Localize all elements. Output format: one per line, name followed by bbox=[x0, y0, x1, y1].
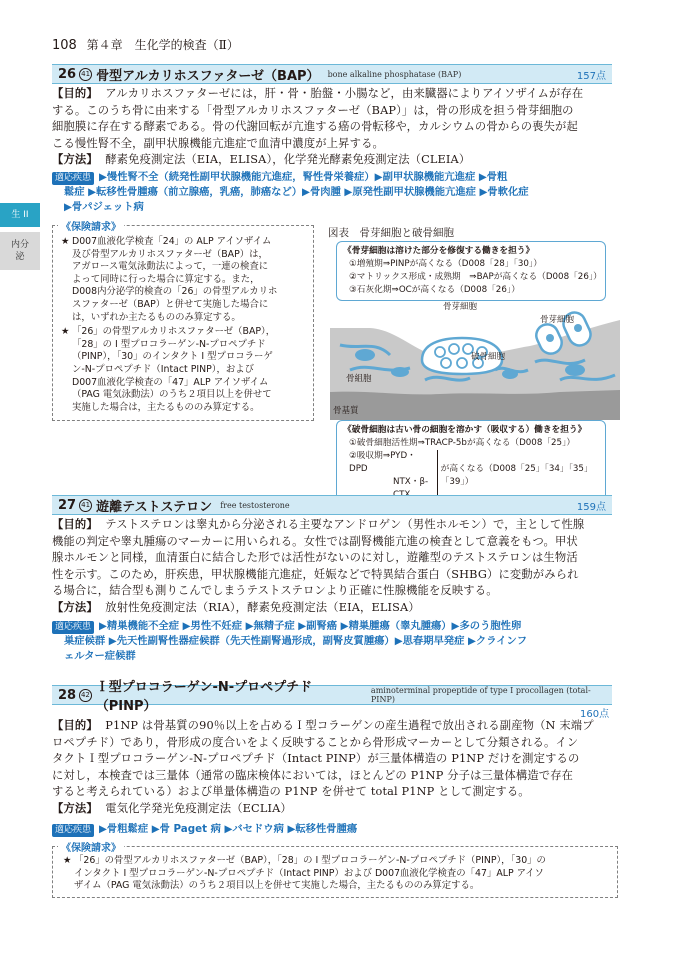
label-osteoclast: 破骨細胞 bbox=[471, 352, 506, 362]
disease-line: 巣症候群 ▶先天性副腎性器症候群（先天性副腎過形成，副腎皮質腫瘍）▶思春期早発症 ▶クラインフ bbox=[64, 635, 528, 647]
chapter-title: 第４章 生化学的検査（Ⅱ） bbox=[86, 38, 239, 52]
disease-badge: 適応疾患 bbox=[52, 172, 94, 185]
purpose-line: ロペプチド）であり，骨形成の度合いをよく反映することから骨形成マーカーとして分類される。イン bbox=[52, 735, 579, 749]
method-text: 電気化学発光免疫測定法（ECLIA） bbox=[105, 801, 292, 815]
section-27-title-bar bbox=[52, 495, 612, 515]
side-tab-line1: 内分 bbox=[10, 240, 29, 250]
osteoclast-bubble bbox=[336, 420, 606, 506]
section-number: 26 bbox=[58, 66, 77, 82]
insurance-item-2 bbox=[61, 326, 307, 414]
disease-badge: 適応疾患 bbox=[52, 621, 94, 634]
section-26-title-bar bbox=[52, 64, 612, 84]
section-english-title: aminoterminal propeptide of type I procollagen (total-PINP) bbox=[370, 686, 591, 704]
purpose-label: 【目的】 bbox=[52, 719, 98, 732]
insurance-item bbox=[63, 855, 611, 893]
bubble-line: ②吸収期⇒PYD・DPD bbox=[349, 451, 416, 474]
section-27-diseases bbox=[52, 619, 622, 664]
insurance-label: 《保険請求》 bbox=[58, 218, 124, 233]
bubble-line: NTX・β- bbox=[393, 477, 429, 487]
side-tab-line2: 泌 bbox=[15, 252, 25, 262]
label-osteoblast-text: 骨芽細胞 bbox=[443, 302, 478, 312]
section-28-title-bar bbox=[52, 680, 612, 714]
sub-number-badge: 41 bbox=[79, 68, 92, 81]
insurance-line: は，いずれか主たるもののみ算定する。 bbox=[72, 311, 241, 323]
purpose-line: する。このうち骨に由来する「骨型アルカリホスファターゼ（BAP）」は，骨の形成を担う骨芽細胞の bbox=[52, 103, 574, 117]
insurance-line: D008内分泌学的検査の「26」の骨型アルカリホ bbox=[72, 286, 278, 298]
insurance-line: よって同時に行った場合に算定する。また， bbox=[72, 273, 260, 285]
bubble-line: ①増殖期⇒PINPが高くなる（D008「28」「30」） bbox=[349, 259, 542, 269]
page-number: 108 bbox=[52, 38, 77, 53]
insurance-line: 及び骨型アルカリホスファターゼ（BAP）は， bbox=[72, 248, 268, 260]
section-title: 骨型アルカリホスファターゼ（BAP） bbox=[96, 68, 320, 84]
insurance-line: 「26」の骨型アルカリホスファターゼ（BAP）， bbox=[72, 326, 276, 338]
section-points: 157点 bbox=[576, 70, 606, 82]
section-27-purpose bbox=[52, 517, 618, 617]
purpose-line: 細胞膜に存在する酵素である。骨の代謝回転が亢進する癌の骨転移や，カルシウムの骨からの喪失が起 bbox=[52, 120, 578, 134]
bubble-heading: 《骨芽細胞は溶けた部分を修復する働きを担う》 bbox=[343, 246, 535, 256]
section-title: Ｉ型プロコラーゲン-N-プロペプチド（PINP） bbox=[95, 680, 313, 714]
star-icon: ★ bbox=[61, 236, 70, 247]
insurance-line: D007血液化学検査の「47」ALP アイソザイム bbox=[72, 376, 269, 388]
side-tab-active[interactable]: 生 II bbox=[0, 203, 40, 227]
disease-line: ▶骨粗鬆症 ▶骨 Paget 病 ▶バセドウ病 ▶転移性骨腫瘍 bbox=[99, 823, 358, 835]
disease-line: ▶骨パジェット病 bbox=[64, 201, 144, 213]
method-label: 【方法】 bbox=[52, 801, 98, 815]
section-26-purpose bbox=[52, 86, 618, 169]
bubble-line: ①破骨細胞活性期⇒TRACP-5bが高くなる（D008「25」） bbox=[349, 438, 576, 448]
purpose-label: 【目的】 bbox=[52, 87, 98, 100]
purpose-line: に対し，本検査では三量体（通常の臨床検体においては，ほとんどの P1NP 分子は三量体構造で存在 bbox=[52, 768, 574, 782]
bubble-line: ②マトリックス形成・成熟期 ⇒BAPが高くなる（D008「26」） bbox=[349, 272, 602, 282]
disease-line: ▶精巣機能不全症 ▶男性不妊症 ▶無精子症 ▶副腎癌 ▶精巣腫瘍（睾丸腫瘍）▶多のう胞性卵 bbox=[99, 620, 522, 632]
label-matrix: 骨基質 bbox=[333, 406, 359, 416]
sub-number-badge: 41 bbox=[79, 499, 92, 512]
section-number: 27 bbox=[58, 497, 77, 513]
section-title: 遊離テストステロン bbox=[96, 499, 213, 515]
insurance-line: アガロース電気泳動法によって，一連の検査に bbox=[72, 261, 269, 273]
page-header bbox=[52, 36, 239, 53]
section-english-title: free testosterone bbox=[220, 500, 290, 510]
bubble-line: が高くなる（D008「25」「34」「35」「39」） bbox=[440, 464, 593, 487]
insurance-line: D007血液化学検査「24」の ALP アイソザイム bbox=[72, 236, 272, 247]
disease-badge: 適応疾患 bbox=[52, 824, 94, 837]
disease-line: 鬆症 ▶転移性骨腫瘍（前立腺癌，乳癌，肺癌など）▶骨肉腫 ▶原発性副甲状腺機能亢進症 ▶骨軟化症 bbox=[64, 186, 529, 198]
insurance-line: インタクト I 型プロコラーゲン-N-プロペプチド（Intact PINP）および D007血液化学検査の「47」ALP アイソ bbox=[74, 867, 544, 879]
insurance-label: 《保険請求》 bbox=[58, 839, 124, 854]
section-28-diseases bbox=[52, 822, 622, 837]
section-points: 160点 bbox=[580, 709, 610, 720]
insurance-line: （PINP），「30」のインタクト I 型プロコラーゲ bbox=[72, 351, 273, 363]
purpose-line: すると考えられている）および単量体構造の P1NP を併せて total P1NP として測定する。 bbox=[52, 785, 530, 799]
disease-line: ェルター症候群 bbox=[64, 650, 136, 662]
purpose-line: タクトＩ型プロコラーゲン-N-プロペプチド（Intact PINP）が三量体構造の P1NP だけを測定するの bbox=[52, 752, 580, 766]
insurance-line: ン-N-プロペプチド（Intact PINP），および bbox=[72, 363, 254, 375]
insurance-line: 実施した場合は，主たるもののみ算定する。 bbox=[72, 401, 260, 413]
label-bone: 骨組胞 bbox=[346, 374, 372, 384]
section-26-diseases bbox=[52, 170, 622, 215]
section-english-title: bone alkaline phosphatase (BAP) bbox=[327, 69, 462, 79]
purpose-line: 性を示す。このため，肝疾患，甲状腺機能亢進症，妊娠などで特異結合蛋白（SHBG）に変動がみられ bbox=[52, 567, 579, 581]
bubble-heading: 《破骨細胞は古い骨の細胞を溶かす（吸収する）働きを担う》 bbox=[343, 425, 587, 435]
side-tab-endocrine[interactable] bbox=[0, 232, 40, 270]
insurance-line: （PAG 電気泳動法）のうち２項目以上を併せて bbox=[72, 389, 272, 401]
section-number: 28 bbox=[58, 687, 77, 703]
figure-title: 図表 骨芽細胞と破骨細胞 bbox=[328, 227, 454, 239]
method-text: 酵素免疫測定法（EIA，ELISA），化学発光酵素免疫測定法（CLEIA） bbox=[105, 153, 471, 167]
insurance-line: ザイム（PAG 電気泳動法）のうち２項目以上を併せて実施した場合，主たるもののみ算定する。 bbox=[74, 880, 480, 892]
insurance-line: 「26」の骨型アルカリホスファターゼ（BAP），「28」の I 型プロコラーゲン-N-プロペプチド（PINP），「30」の bbox=[74, 855, 546, 866]
purpose-label: 【目的】 bbox=[52, 518, 98, 531]
purpose-line: 腺ホルモンと同様，血清蛋白に結合した形では活性がないのに対し，遊離型のテストステロンは生物活 bbox=[52, 551, 578, 565]
method-label: 【方法】 bbox=[52, 153, 98, 167]
section-26-insurance-box bbox=[52, 225, 314, 421]
insurance-line: スファターゼ（BAP）と併せて実施した場合に bbox=[72, 298, 269, 310]
purpose-line: アルカリホスファターゼには，肝・骨・胎盤・小腸など，由来臓器によりアイソザイムが存在 bbox=[105, 87, 584, 100]
purpose-line: 機能の判定や睾丸腫瘍のマーカーに用いられる。女性では副腎機能亢進の検査として意義をもつ。甲状 bbox=[52, 534, 578, 548]
method-label: 【方法】 bbox=[52, 600, 98, 614]
disease-line: ▶慢性腎不全（続発性副甲状腺機能亢進症，腎性骨栄養症）▶副甲状腺機能亢進症 ▶骨粗 bbox=[99, 171, 508, 183]
sub-number-badge: 42 bbox=[79, 689, 92, 702]
osteoblast-bubble bbox=[336, 241, 606, 301]
section-28-purpose bbox=[52, 718, 618, 818]
insurance-line: 「28」の I 型プロコラーゲン-N-プロペプチド bbox=[72, 338, 266, 350]
label-osteoblast: 骨芽細胞 bbox=[540, 315, 575, 325]
bubble-line: ③石灰化期⇒OCが高くなる（D008「26」） bbox=[349, 285, 520, 295]
purpose-line: こる慢性腎不全，副甲状腺機能亢進症で血清中濃度が上昇する。 bbox=[52, 136, 384, 150]
star-icon: ★ bbox=[63, 855, 72, 866]
purpose-line: テストステロンは睾丸から分泌される主要なアンドロゲン（男性ホルモン）で，主として性腺 bbox=[105, 518, 585, 531]
insurance-item-1 bbox=[61, 236, 307, 324]
star-icon: ★ bbox=[61, 326, 70, 338]
method-text: 放射性免疫測定法（RIA），酵素免疫測定法（EIA，ELISA） bbox=[105, 600, 420, 614]
purpose-line: る場合に，結合型も測りこんでしまうテストステロンより正確に性腺機能を反映する。 bbox=[52, 584, 498, 598]
purpose-line: P1NP は骨基質の90％以上を占めるＩ型コラーゲンの産生過程で放出される副産物（N 末端プ bbox=[105, 719, 594, 732]
section-28-insurance-box bbox=[52, 846, 618, 898]
section-points: 159点 bbox=[576, 501, 606, 513]
